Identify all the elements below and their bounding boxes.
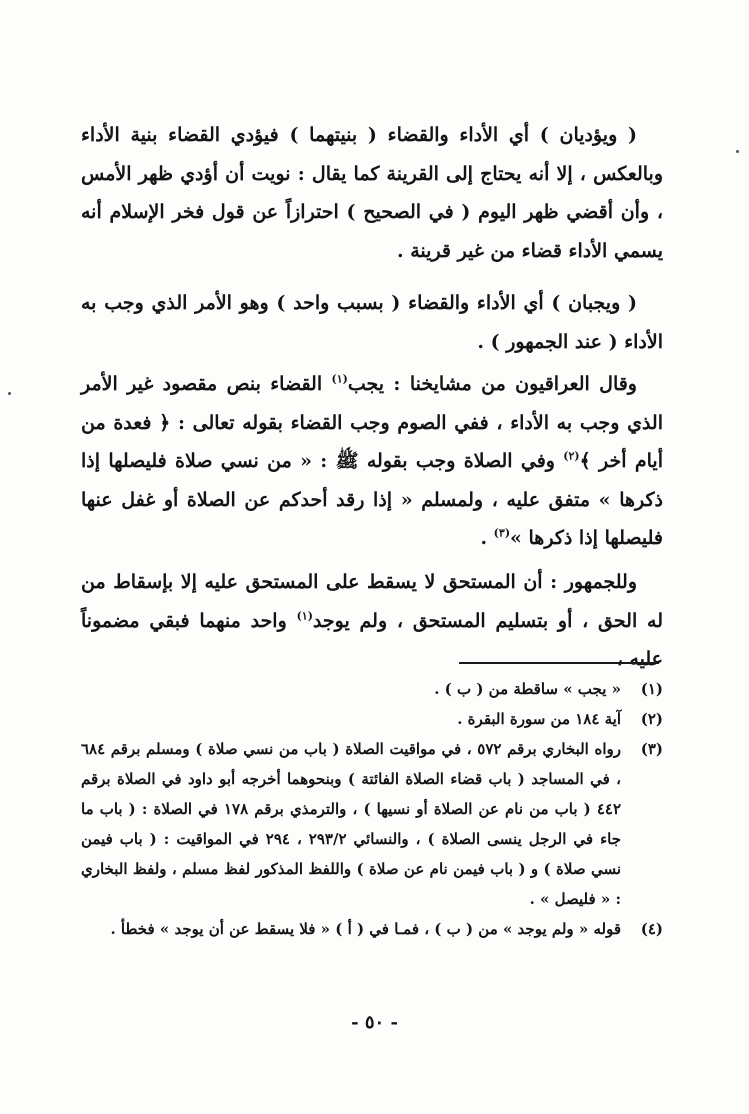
paragraph-3-part-c: وفي الصلاة وجب بقوله ﷺ : « من نسي صلاة فليصلها إذا ذكرها » متفق عليه ، ولمسلم « إذا رقد أحدكم عن الصلاة أو غفل عنها فليصلها إذا ذكرها » (81, 450, 663, 549)
scan-speck (8, 392, 11, 395)
paragraph-2: ( ويجبان ) أي الأداء والقضاء ( بسبب واحد ) وهو الأمر الذي وجب به الأداء ( عند الجمهور ) . (81, 292, 663, 353)
footnote-number: (٢) (640, 710, 663, 728)
footnote-ref-1: (١) (331, 372, 348, 386)
footnote-1 (81, 674, 663, 704)
footnote-text: رواه البخاري برقم ٥٧٢ ، في مواقيت الصلاة ( باب من نسي صلاة ) ومسلم برقم ٦٨٤ ، في المساجد ( باب قضاء الصلاة الفائتة ) وبنحوهما أخرجه أبو داود في الصلاة برقم ٤٤٢ ( باب من نام عن الصلاة أو نسيها ) ، والترمذي برقم ١٧٨ في الصلاة : ( باب ما جاء في الرجل ينسى الصلاة ) ، والنسائي ٢٩٣/٢ ، ٢٩٤ في المواقيت : ( باب فيمن نسي صلاة ) و ( باب فيمن نام عن صلاة ) واللفظ المذكور لفظ مسلم ، ولفظ البخاري : « فليصل » . (81, 740, 621, 908)
footnote-ref-2: (٢) (563, 449, 580, 463)
footnote-3 (81, 734, 663, 914)
footnote-text: « يجب » ساقطة من ( ب ) . (434, 680, 621, 698)
footnotes-list (81, 674, 663, 944)
paragraph-3 (81, 365, 663, 558)
scan-speck (736, 150, 739, 153)
footnote-number: (١) (640, 680, 663, 698)
footnote-text: آية ١٨٤ من سورة البقرة . (457, 710, 621, 728)
paragraph-3-part-a: وقال العراقيون من مشايخنا : يجب (347, 373, 637, 395)
paragraph-1: ( ويؤديان ) أي الأداء والقضاء ( بنيتهما ) فيؤدي القضاء بنية الأداء وبالعكس ، إلا أنه يحتاج إلى القرينة كما يقال : نويت أن أؤدي ظهر الأمس ، وأن أقضي ظهر اليوم ( في الصحيح ) احترازاً عن قول فخر الإسلام أنه يسمي الأداء قضاء من غير قرينة . (81, 124, 663, 262)
footnote-number: (٣) (640, 740, 663, 758)
paragraph-3-part-d: . (480, 527, 494, 549)
footnote-ref-4: (١) (296, 609, 313, 623)
footnote-2 (81, 704, 663, 734)
footnote-text: قوله « ولم يوجد » من ( ب ) ، فمـا في ( أ ) « فلا يسقط عن أن يوجد » فخطأ . (110, 920, 621, 938)
paragraph-4-part-a: وللجمهور : أن المستحق لا يسقط على المستحق عليه إلا بإسقاط من له الحق ، أو بتسليم المستحق ، ولم يوجد (81, 571, 663, 632)
page-number: - ٥٠ - (351, 1012, 398, 1033)
footnote-number: (٤) (640, 920, 663, 938)
footnote-separator (459, 662, 659, 664)
footnote-4 (81, 914, 663, 944)
footnote-ref-3: (٣) (493, 526, 511, 540)
paragraph-4-part-b: واحد منهما فبقي مضموناً عليه ، (81, 609, 663, 670)
paragraph-3-part-b: القضاء بنص مقصود غير الأمر الذي وجب به الأداء ، ففي الصوم وجب القضاء بقوله تعالى : ﴿ فعدة من أيام أخر ﴾ (81, 373, 663, 472)
